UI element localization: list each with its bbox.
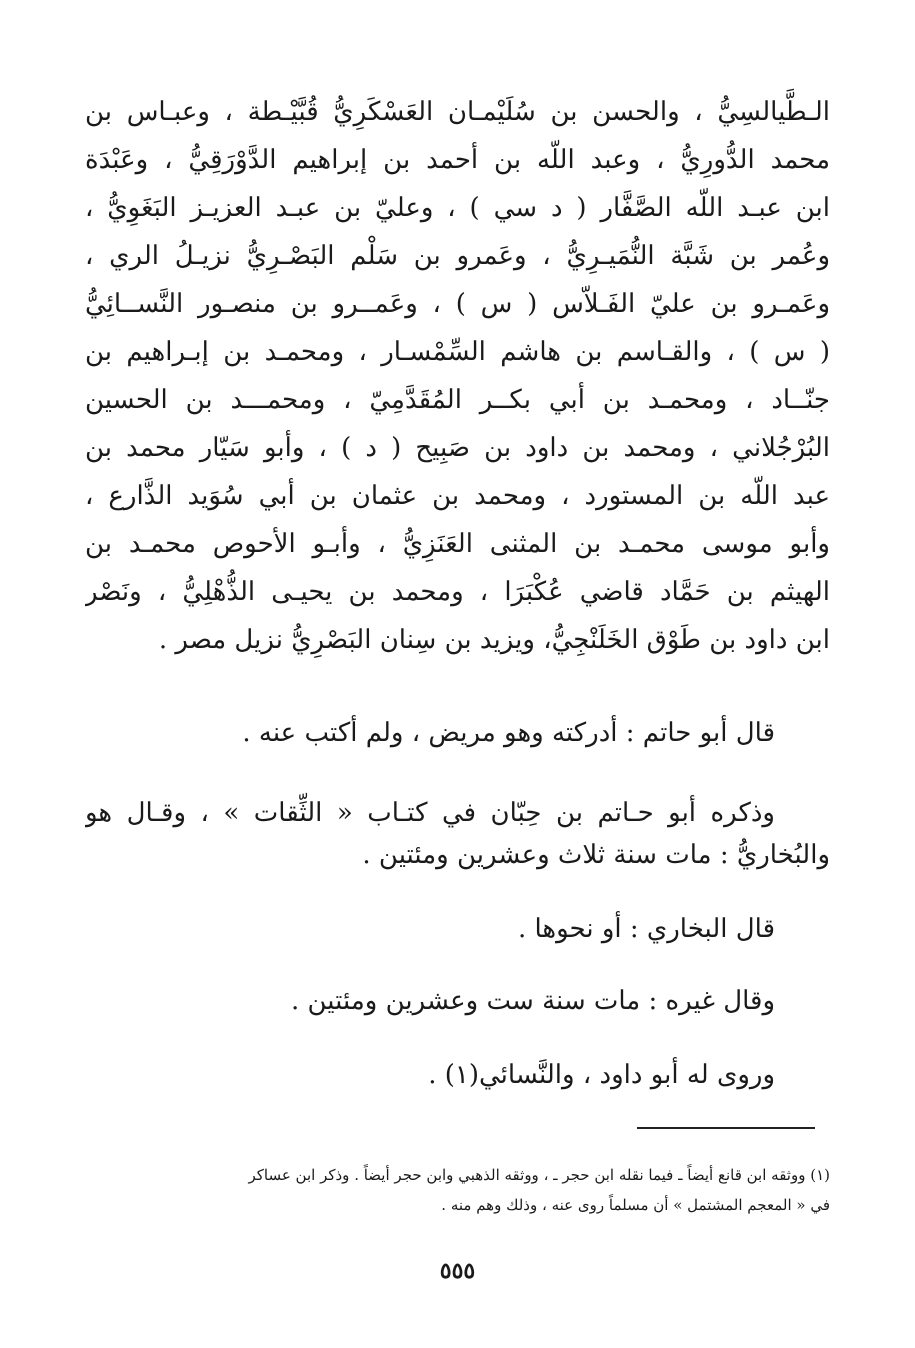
- text-line: وروى له أبو داود ، والنَّسائي(١) .: [428, 1060, 775, 1090]
- footnotes: [85, 1160, 830, 1220]
- paragraph-abu-hatim: [85, 706, 830, 760]
- paragraph-others: [85, 974, 830, 1028]
- text-line: الهيثم بن حَمَّاد قاضي عُكْبَرَا ، ومحمد بن يحيـى الذُّهْلِيُّ ، ونَصْر: [85, 577, 830, 607]
- text-line: قال البخاري : أو نحوها .: [517, 914, 775, 944]
- paragraph-bukhari: [85, 902, 830, 956]
- main-text-block: [85, 88, 830, 664]
- text-line: ابن عبـد اللّه الصَّفَّار ( د سي ) ، وعليّ بن عبـد العزيـز البَغَوِيُّ ،: [85, 193, 830, 223]
- text-line: وأبو موسى محمـد بن المثنى العَنَزِيُّ ، وأبـو الأحوص محمـد بن: [85, 529, 830, 559]
- text-line: البُرْجُلاني ، ومحمد بن داود بن صَبِيح ( د ) ، وأبو سَيّار محمد بن: [85, 433, 830, 463]
- text-line: وقال غيره : مات سنة ست وعشرين ومئتين .: [290, 986, 775, 1016]
- text-line: وذكره أبو حـاتم بن حِبّان في كتـاب « الثِّقات » ، وقـال هو: [85, 798, 775, 828]
- text-line: والبُخاريُّ : مات سنة ثلاث وعشرين ومئتين .: [362, 840, 830, 870]
- text-line: وعُمر بن شَبَّة النُّمَيـرِيُّ ، وعَمرو بن سَلْم البَصْـرِيُّ نزيـلُ الري ،: [85, 241, 830, 271]
- footnote-line: في « المعجم المشتمل » أن مسلماً روى عنه ، وذلك وهم منه .: [441, 1196, 830, 1214]
- text-line: عبد اللّه بن المستورد ، ومحمد بن عثمان بن أبي سُوَيد الذَّارع ،: [85, 481, 830, 511]
- footnote-line: (١) ووثقه ابن قانع أيضاً ـ فيما نقله ابن حجر ـ ، ووثقه الذهبي وابن حجر أيضاً . وذكر ابن عساكر: [248, 1166, 830, 1184]
- text-line: ابن داود بن طَوْق الخَلَنْجِيُّ، ويزيد بن سِنان البَصْرِيُّ نزيل مصر .: [158, 625, 830, 655]
- text-line: جنّــاد ، ومحمـد بن أبي بكــر المُقَدَّمِيّ ، ومحمـــد بن الحسين: [85, 385, 830, 415]
- paragraph-ibn-hibban: [85, 786, 830, 882]
- page-number: ٥٥٥: [439, 1258, 476, 1284]
- text-line: وعَمـرو بن عليّ الفَـلاّس ( س ) ، وعَمــرو بن منصـور النَّســائِيُّ: [85, 289, 830, 319]
- text-line: محمد الدُّورِيُّ ، وعبد اللّه بن أحمد بن إبراهيم الدَّوْرَقِيُّ ، وعَبْدَة: [85, 145, 830, 175]
- text-line: ( س ) ، والقـاسم بن هاشم السِّمْسـار ، ومحمـد بن إبـراهيم بن: [85, 337, 830, 367]
- text-line: قال أبو حاتم : أدركته وهو مريض ، ولم أكتب عنه .: [242, 718, 775, 748]
- text-line: الـطَّيالسِيُّ ، والحسن بن سُلَيْمـان العَسْكَرِيُّ قُبَّيْـطة ، وعبـاس بن: [85, 97, 830, 127]
- paragraph-narrators: [85, 1048, 830, 1102]
- footnote-separator: [637, 1127, 815, 1129]
